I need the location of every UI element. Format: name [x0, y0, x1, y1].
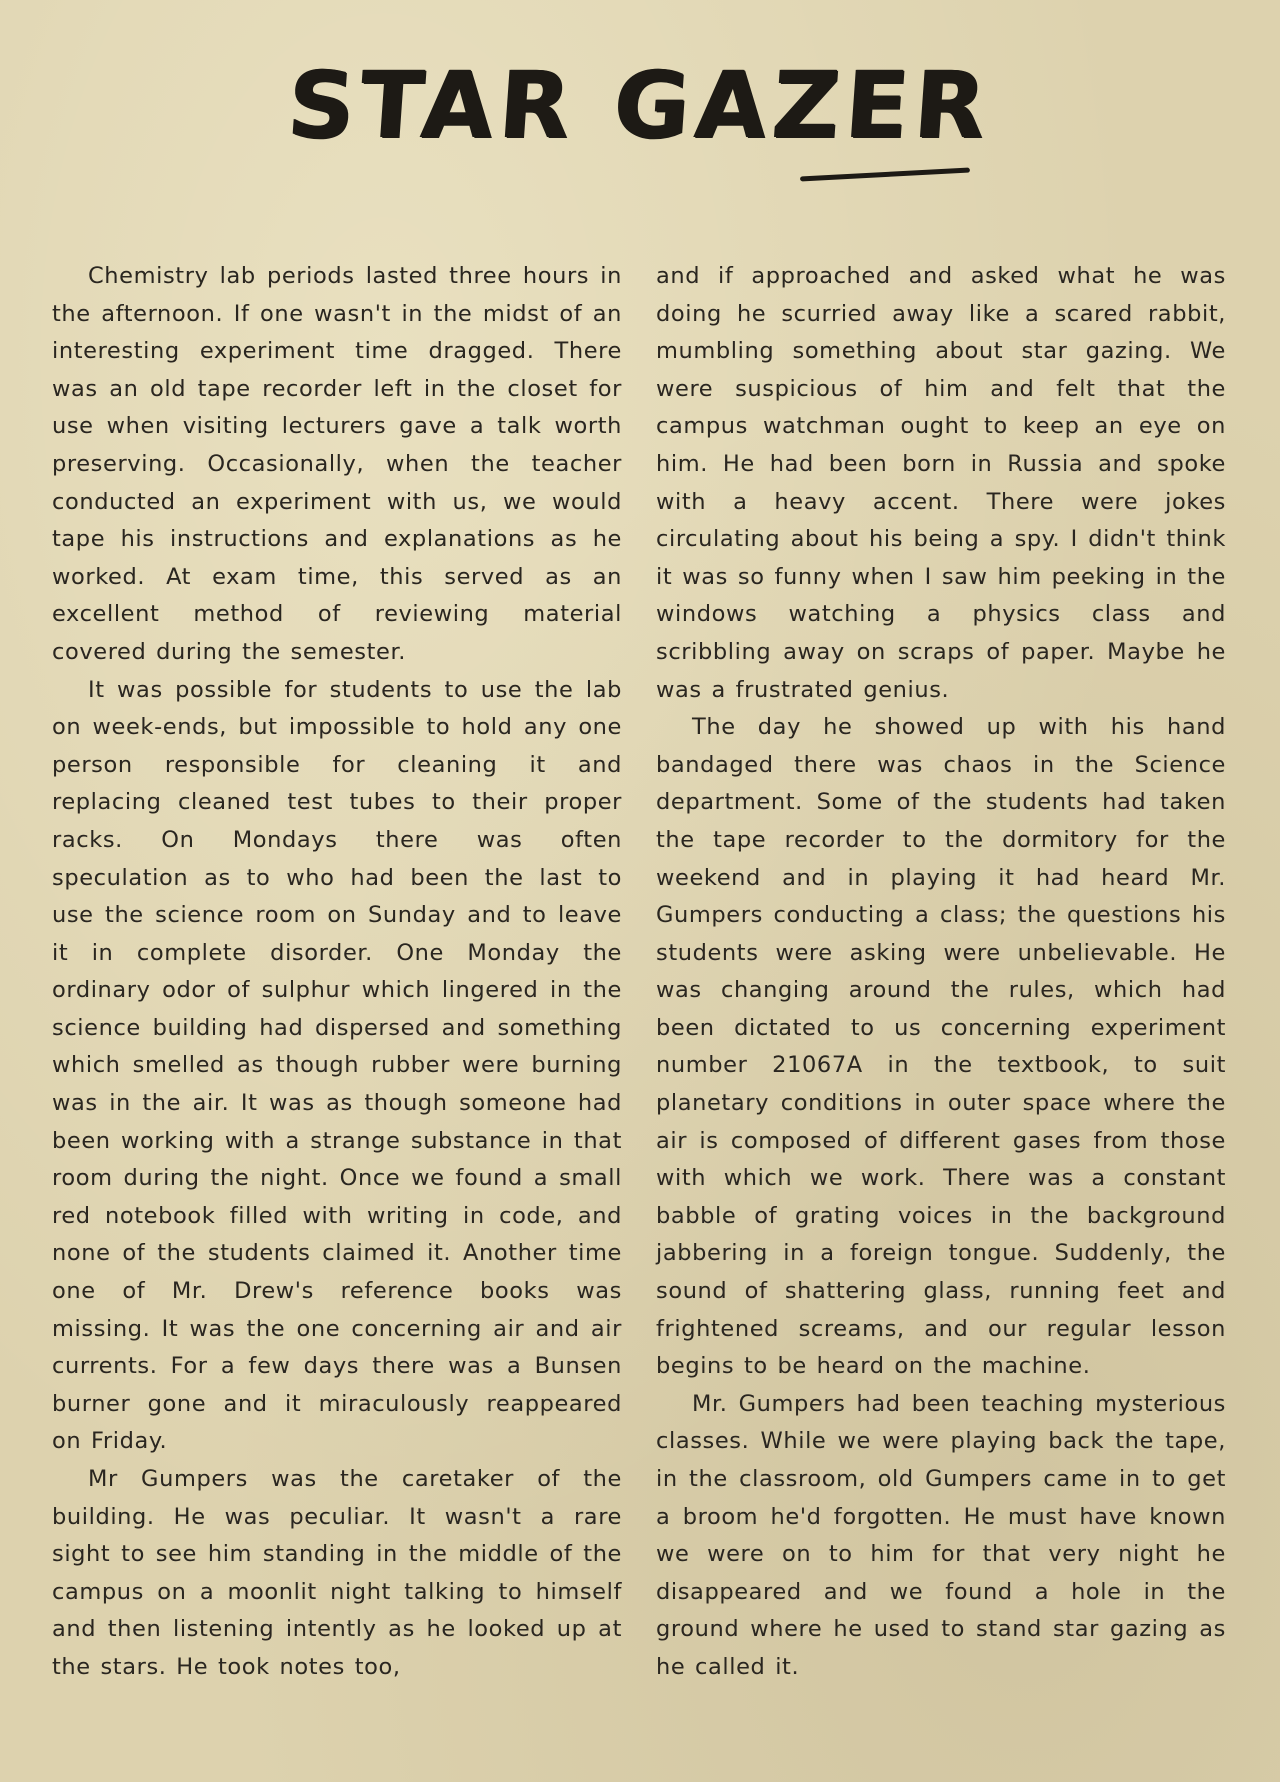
paragraph: Chemistry lab periods lasted three hours in the afternoon. If one wasn't in the midst of an interesting experiment time dragged. There was an old tape recorder left in the closet for use when visiting lecturers gave a talk worth preserving. Occasionally, when the teacher conducted an experiment with us, we would tape his instructions and explanations as he worked. At exam time, this served as an excellent method of reviewing material covered during the semester. [52, 263, 622, 665]
paragraph: and if approached and asked what he was doing he scurried away like a scared rabbit, mumbling something about star gazing. We were suspicious of him and felt that the campus watchman ought to keep an eye on him. He had been born in Russia and spoke with a heavy accent. There were jokes circulating about his being a spy. I didn't think it was so funny when I saw him peeking in the windows watching a physics class and scribbling away on scraps of paper. Maybe he was a frustrated genius. [656, 263, 1226, 703]
paragraph: Mr Gumpers was the caretaker of the building. He was peculiar. It wasn't a rare sight to see him standing in the middle of the campus on a moonlit night talking to himself and then listening intently as he looked up at the stars. He took notes too, [52, 1466, 622, 1680]
left-column [52, 258, 622, 1687]
paragraph: The day he showed up with his hand bandaged there was chaos in the Science department. Some of the students had taken the tape recorder to the dormitory for the weekend and in playing it had heard Mr. Gumpers conducting a class; the questions his students were asking were unbelievable. He was changing around the rules, which had been dictated to us concerning experiment number 21067A in the textbook, to suit planetary conditions in outer space where the air is composed of different gases from those with which we work. There was a constant babble of grating voices in the background jabbering in a foreign tongue. Suddenly, the sound of shattering glass, running feet and frightened screams, and our regular lesson begins to be heard on the machine. [656, 714, 1226, 1380]
right-column [656, 258, 1226, 1687]
paragraph: It was possible for students to use the lab on week-ends, but impossible to hold any one person responsible for cleaning it and replacing cleaned test tubes to their proper racks. On Mondays there was often speculation as to who had been the last to use the science room on Sunday and to leave it in complete disorder. One Monday the ordinary odor of sulphur which lingered in the science building had dispersed and something which smelled as though rubber were burning was in the air. It was as though someone had been working with a strange substance in that room during the night. Once we found a small red notebook filled with writing in code, and none of the students claimed it. Another time one of Mr. Drew's reference books was missing. It was the one concerning air and air currents. For a few days there was a Bunsen burner gone and it miraculously reappeared on Friday. [52, 676, 622, 1455]
paragraph: Mr. Gumpers had been teaching mysterious classes. While we were playing back the tape, in the classroom, old Gumpers came in to get a broom he'd forgotten. He must have known we were on to him for that very night he disappeared and we found a hole in the ground where he used to stand star gazing as he called it. [656, 1390, 1226, 1680]
page-title: STAR GAZER [284, 52, 996, 159]
title-underline [800, 168, 970, 182]
